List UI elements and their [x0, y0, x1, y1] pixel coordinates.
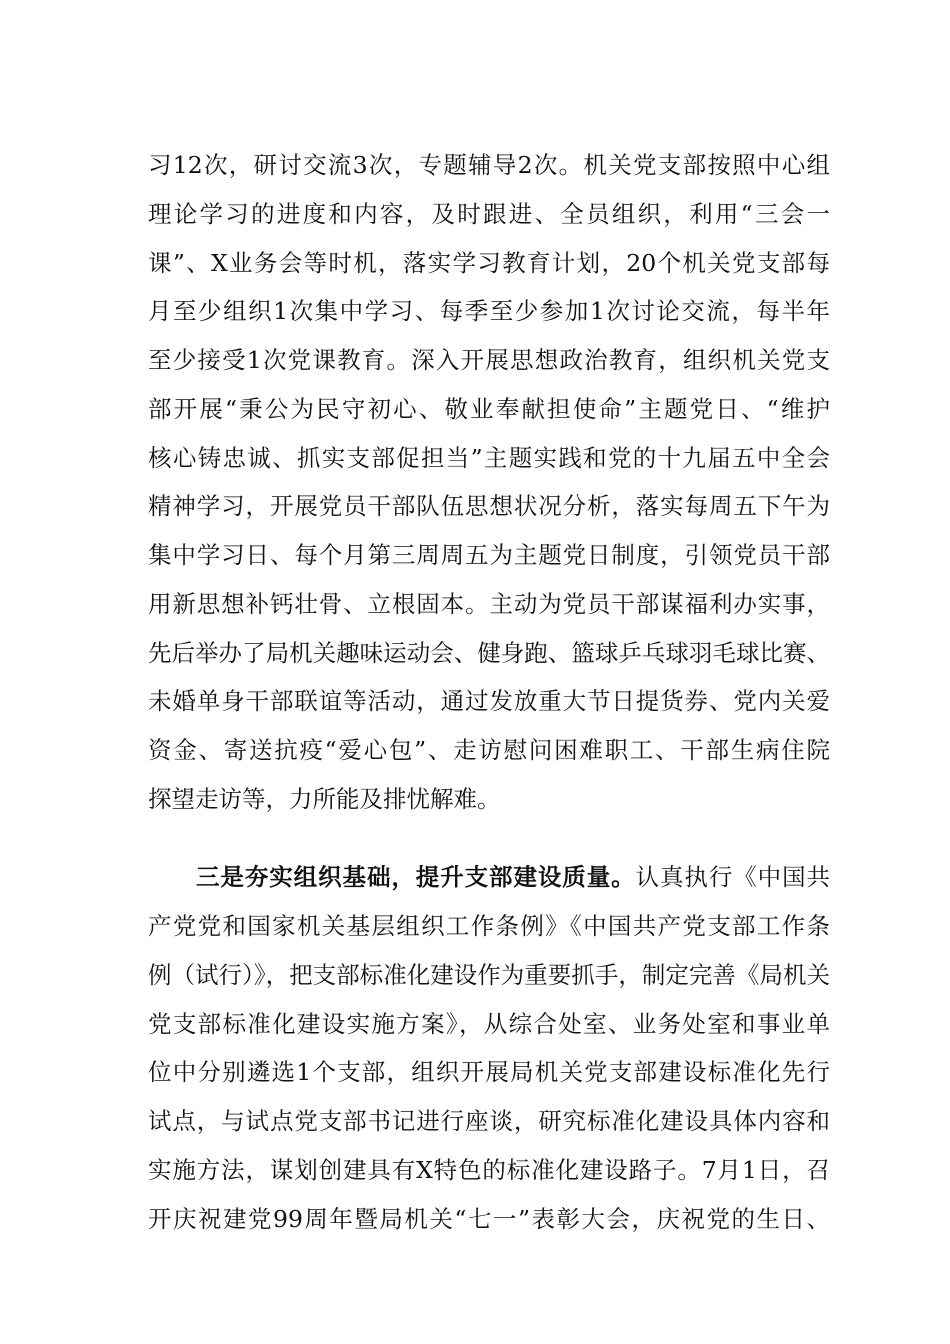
paragraph-line: 产党党和国家机关基层组织工作条例》《中国共产党支部工作条 — [148, 912, 830, 940]
paragraph-line: 探望走访等，力所能及排忧解难。 — [148, 784, 501, 813]
paragraph-text: 认真执行《中国共 — [635, 863, 831, 891]
paragraph-line — [196, 862, 830, 892]
paragraph-line: 实施方法，谋划创建具有X特色的标准化建设路子。7月1日，召 — [148, 1155, 830, 1184]
paragraph-line: 党支部标准化建设实施方案》，从综合处室、业务处室和事业单 — [148, 1009, 830, 1038]
paragraph-line: 集中学习日、每个月第三周周五为主题党日制度，引领党员干部 — [148, 541, 830, 569]
paragraph-line: 用新思想补钙壮骨、立根固本。主动为党员干部谋福利办实事， — [148, 589, 830, 618]
paragraph-line: 习12次，研讨交流3次，专题辅导2次。机关党支部按照中心组 — [148, 151, 830, 179]
paragraph-line: 月至少组织1次集中学习、每季至少参加1次讨论交流，每半年 — [148, 297, 830, 326]
paragraph-lead: 三是夯实组织基础，提升支部建设质量。 — [196, 863, 636, 891]
paragraph-line: 核心铸忠诚、抓实支部促担当”主题实践和党的十九届五中全会 — [148, 443, 830, 472]
paragraph-line: 位中分别遴选1个支部，组织开展局机关党支部建设标准化先行 — [148, 1058, 830, 1087]
paragraph-line: 例（试行）》，把支部标准化建设作为重要抓手，制定完善《局机关 — [148, 960, 830, 989]
paragraph-line: 未婚单身干部联谊等活动，通过发放重大节日提货券、党内关爱 — [148, 687, 830, 716]
paragraph-line: 精神学习，开展党员干部队伍思想状况分析，落实每周五下午为 — [148, 492, 830, 521]
paragraph-line: 试点，与试点党支部书记进行座谈，研究标准化建设具体内容和 — [148, 1107, 830, 1135]
paragraph-line: 部开展“秉公为民守初心、敬业奉献担使命”主题党日、“维护 — [148, 394, 830, 423]
paragraph-line: 至少接受1次党课教育。深入开展思想政治教育，组织机关党支 — [148, 346, 830, 374]
paragraph-line: 资金、寄送抗疫“爱心包”、走访慰问困难职工、干部生病住院 — [148, 736, 830, 764]
paragraph-line: 课”、X业务会等时机，落实学习教育计划，20个机关党支部每 — [148, 248, 830, 277]
paragraph-line: 开庆祝建党99周年暨局机关“七一”表彰大会，庆祝党的生日、 — [148, 1204, 830, 1233]
paragraph-line: 理论学习的进度和内容，及时跟进、全员组织，利用“三会一 — [148, 199, 830, 228]
paragraph-line: 先后举办了局机关趣味运动会、健身跑、篮球乒乓球羽毛球比赛、 — [148, 638, 830, 667]
